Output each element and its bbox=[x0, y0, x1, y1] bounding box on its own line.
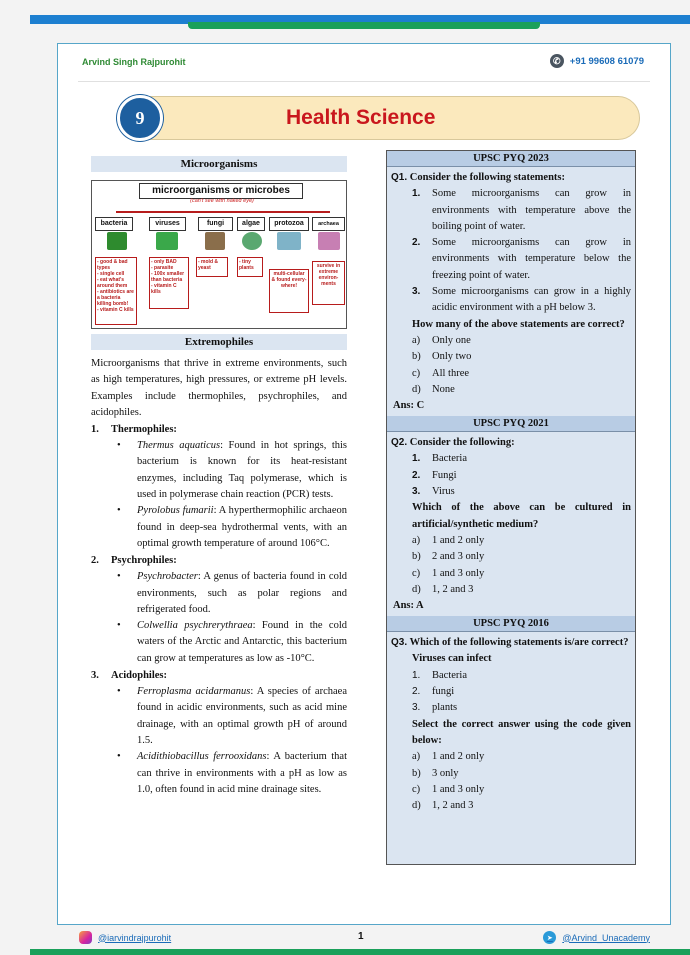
bacteria-notes: - good & bad types - single cell - eat what's around them - antibiotics are a bacteria killing bomb! - vitamin C kills bbox=[95, 257, 137, 325]
bottom-accent-bar bbox=[30, 949, 690, 955]
statement-number: 1. bbox=[412, 453, 421, 465]
instagram-link[interactable] bbox=[79, 931, 171, 944]
statement bbox=[391, 186, 631, 235]
species-name: Ferroplasma acidarmanus bbox=[137, 686, 251, 698]
statement-text: Virus bbox=[432, 486, 455, 498]
statement-number: 3. bbox=[412, 702, 421, 714]
statement-text: fungi bbox=[432, 686, 455, 698]
instagram-icon bbox=[79, 931, 92, 944]
option-letter: d) bbox=[412, 800, 421, 812]
answer-key: Ans: C bbox=[393, 400, 425, 412]
statement bbox=[391, 235, 631, 284]
answer-option bbox=[391, 349, 631, 365]
diagram-col-archaea: archaea bbox=[312, 217, 345, 231]
option-text: 1 and 2 only bbox=[432, 534, 485, 546]
option-text: 2 and 3 only bbox=[432, 551, 485, 563]
answer-option bbox=[391, 533, 631, 549]
list-item bbox=[114, 684, 347, 749]
document-page bbox=[57, 43, 671, 925]
group-number: 1. bbox=[91, 424, 99, 436]
algae-notes: - tiny plants bbox=[237, 257, 263, 277]
option-letter: b) bbox=[412, 351, 421, 363]
pyq-heading: UPSC PYQ 2023 bbox=[387, 151, 635, 167]
species-description: : Found in the cold waters of the Arctic and Antarctic, this bacterium can grow at temperatures as low as -10°C. bbox=[137, 620, 347, 664]
option-letter: a) bbox=[412, 751, 421, 763]
diagram-col-viruses: viruses bbox=[149, 217, 186, 231]
pyq-question bbox=[387, 432, 635, 616]
phone-number: +91 99608 61079 bbox=[569, 55, 644, 67]
species-name: Psychrobacter bbox=[137, 571, 198, 583]
species-description: : Found in hot springs, this bacterium is known for its heat-resistant enzymes, including Taq polymerase, which is used in polymerase chain reaction (PCR) tests. bbox=[137, 440, 347, 501]
pyq-question bbox=[387, 167, 635, 416]
statement-text: Bacteria bbox=[432, 669, 467, 681]
left-column bbox=[91, 156, 347, 798]
viruses-notes: - only BAD - parasite - 100x smaller than bacteria - vitamin C kills bbox=[149, 257, 189, 309]
option-letter: c) bbox=[412, 783, 421, 795]
answer-option bbox=[391, 549, 631, 565]
statement-number: 3. bbox=[412, 486, 421, 498]
question-ask: Which of the above can be cultured in artificial/synthetic medium? bbox=[412, 502, 631, 530]
species-name: Colwellia psychrerythraea bbox=[137, 620, 253, 632]
algae-image bbox=[242, 232, 262, 250]
list-item bbox=[114, 438, 347, 503]
diagram-col-protozoa: protozoa bbox=[269, 217, 309, 231]
statement bbox=[391, 700, 631, 716]
list-item bbox=[114, 749, 347, 798]
instagram-handle: @iarvindrajpurohit bbox=[98, 932, 172, 943]
answer-option bbox=[391, 582, 631, 598]
statement-text: Some microorganisms can grow in environments with temperature above the boiling point of water. bbox=[432, 188, 631, 232]
question-text bbox=[391, 635, 631, 651]
bacteria-image bbox=[107, 232, 127, 250]
fungi-image bbox=[205, 232, 225, 250]
phone-contact[interactable] bbox=[550, 54, 644, 68]
question-stem: Consider the following statements: bbox=[409, 172, 566, 183]
top-green-tab bbox=[188, 22, 540, 29]
author-name: Arvind Singh Rajpurohit bbox=[82, 57, 186, 67]
pyq-box bbox=[386, 150, 636, 865]
telegram-link[interactable] bbox=[543, 931, 650, 944]
chapter-title: Health Science bbox=[286, 106, 436, 129]
answer-option bbox=[391, 333, 631, 349]
list-item bbox=[114, 569, 347, 618]
group-heading bbox=[91, 553, 347, 569]
species-description: : A genus of bacteria found in cold environments, such as polar regions and refrigerated food. bbox=[137, 571, 347, 615]
option-text: 1 and 2 only bbox=[432, 751, 485, 763]
option-text: 1 and 3 only bbox=[432, 567, 485, 579]
diagram-subtitle: (can't see with naked eye) bbox=[190, 198, 254, 204]
species-description: : A hyperthermophilic archaeon found in deep-sea hydrothermal vents, with an optimal growth temperature of around 106°C. bbox=[137, 505, 347, 549]
answer-option bbox=[391, 366, 631, 382]
option-text: Only one bbox=[432, 334, 471, 346]
question-text bbox=[391, 435, 631, 451]
species-name: Acidithiobacillus ferrooxidans bbox=[137, 751, 267, 763]
diagram-col-algae: algae bbox=[237, 217, 265, 231]
pyq-heading: UPSC PYQ 2021 bbox=[387, 416, 635, 432]
answer-option bbox=[391, 782, 631, 798]
section-heading-microorganisms: Microorganisms bbox=[91, 156, 347, 172]
statement bbox=[391, 668, 631, 684]
statement-text: plants bbox=[432, 702, 458, 714]
group-name: Acidophiles: bbox=[111, 670, 168, 682]
option-text: 1, 2 and 3 bbox=[432, 583, 474, 595]
option-letter: b) bbox=[412, 551, 421, 563]
option-text: 1 and 3 only bbox=[432, 783, 485, 795]
chapter-number: 9 bbox=[117, 95, 163, 141]
answer-option bbox=[391, 382, 631, 398]
option-letter: a) bbox=[412, 534, 421, 546]
species-name: Thermus aquaticus bbox=[137, 440, 221, 452]
question-number: Q1. bbox=[391, 172, 408, 183]
statement-number: 3. bbox=[412, 286, 421, 298]
question-ask: Select the correct answer using the code given below: bbox=[412, 718, 631, 746]
statement-text: Fungi bbox=[432, 469, 457, 481]
option-text: Only two bbox=[432, 351, 472, 363]
option-letter: c) bbox=[412, 567, 421, 579]
protozoa-image bbox=[277, 232, 301, 250]
group-heading bbox=[91, 422, 347, 438]
list-item bbox=[114, 618, 347, 667]
answer-option bbox=[391, 566, 631, 582]
group-list bbox=[91, 569, 347, 667]
species-name: Pyrolobus fumarii bbox=[137, 505, 214, 517]
diagram-connector bbox=[116, 211, 330, 213]
protozoa-notes: multi-cellular & found every-where! bbox=[269, 269, 309, 313]
microbes-diagram bbox=[91, 180, 347, 329]
phone-icon: ✆ bbox=[550, 54, 564, 68]
option-text: 3 only bbox=[432, 767, 459, 779]
group-list bbox=[91, 684, 347, 798]
option-text: 1, 2 and 3 bbox=[432, 800, 474, 812]
statement-text: Some microorganisms can grow in environments with temperature below the freezing point of water. bbox=[432, 237, 631, 281]
option-letter: d) bbox=[412, 383, 421, 395]
section-heading-extremophiles: Extremophiles bbox=[91, 334, 347, 350]
header-divider bbox=[78, 81, 650, 82]
statement bbox=[391, 468, 631, 484]
question-ask: How many of the above statements are correct? bbox=[412, 318, 625, 330]
virus-image bbox=[156, 232, 178, 250]
option-letter: a) bbox=[412, 334, 421, 346]
page-footer bbox=[75, 929, 660, 947]
diagram-title: microorganisms or microbes bbox=[139, 183, 303, 199]
archaea-image bbox=[318, 232, 340, 250]
statement bbox=[391, 484, 631, 500]
fungi-notes: - mold & yeast bbox=[196, 257, 228, 277]
statement-number: 1. bbox=[412, 188, 421, 200]
telegram-icon: ➤ bbox=[543, 931, 556, 944]
group-number: 3. bbox=[91, 670, 99, 682]
extremophiles-intro: Microorganisms that thrive in extreme environments, such as high temperatures, high pressures, or extreme pH levels. Examples include thermophiles, psychrophiles, and acidophiles. bbox=[91, 358, 347, 418]
option-text: None bbox=[432, 383, 455, 395]
group-list bbox=[91, 438, 347, 552]
answer-option bbox=[391, 798, 631, 814]
statement-text: Some microorganisms can grow in a highly acidic environment with a pH below 3. bbox=[432, 286, 631, 314]
statement bbox=[391, 284, 631, 317]
page-number: 1 bbox=[358, 931, 364, 942]
extremophile-groups bbox=[91, 422, 347, 798]
question-text bbox=[391, 170, 631, 186]
option-letter: b) bbox=[412, 767, 421, 779]
answer-option bbox=[391, 749, 631, 765]
diagram-col-fungi: fungi bbox=[198, 217, 233, 231]
statement-text: Bacteria bbox=[432, 453, 467, 465]
statement-number: 2. bbox=[412, 686, 421, 698]
statement-number: 2. bbox=[412, 469, 421, 481]
species-description: : A bacterium that can thrive in environments with a pH as low as 1.0, often found in acid mine drainage sites. bbox=[137, 751, 347, 795]
statement bbox=[391, 451, 631, 467]
diagram-col-bacteria: bacteria bbox=[95, 217, 133, 231]
statement-number: 1. bbox=[412, 669, 421, 681]
question-number: Q2. bbox=[391, 437, 408, 449]
question-sub: Viruses can infect bbox=[412, 653, 492, 665]
answer-option bbox=[391, 766, 631, 782]
option-letter: d) bbox=[412, 583, 421, 595]
group-name: Thermophiles: bbox=[111, 424, 177, 436]
pyq-question bbox=[387, 632, 635, 816]
group-heading bbox=[91, 668, 347, 684]
telegram-handle: @Arvind_Unacademy bbox=[562, 932, 650, 943]
list-item bbox=[114, 503, 347, 552]
question-stem: Consider the following: bbox=[409, 437, 515, 449]
option-letter: c) bbox=[412, 367, 421, 379]
group-number: 2. bbox=[91, 555, 99, 567]
answer-key: Ans: A bbox=[393, 600, 424, 612]
option-text: All three bbox=[432, 367, 470, 379]
species-description: : A species of archaea found in acidic environments, such as acid mine drainage, with an optimal growth pH of around 1.5. bbox=[137, 686, 347, 746]
archaea-notes: survive in extreme environ-ments bbox=[312, 261, 345, 305]
statement bbox=[391, 684, 631, 700]
group-name: Psychrophiles: bbox=[111, 555, 177, 567]
question-number: Q3. bbox=[391, 637, 408, 649]
pyq-heading: UPSC PYQ 2016 bbox=[387, 616, 635, 632]
statement-number: 2. bbox=[412, 237, 421, 249]
question-stem: Which of the following statements is/are correct? bbox=[409, 637, 629, 649]
